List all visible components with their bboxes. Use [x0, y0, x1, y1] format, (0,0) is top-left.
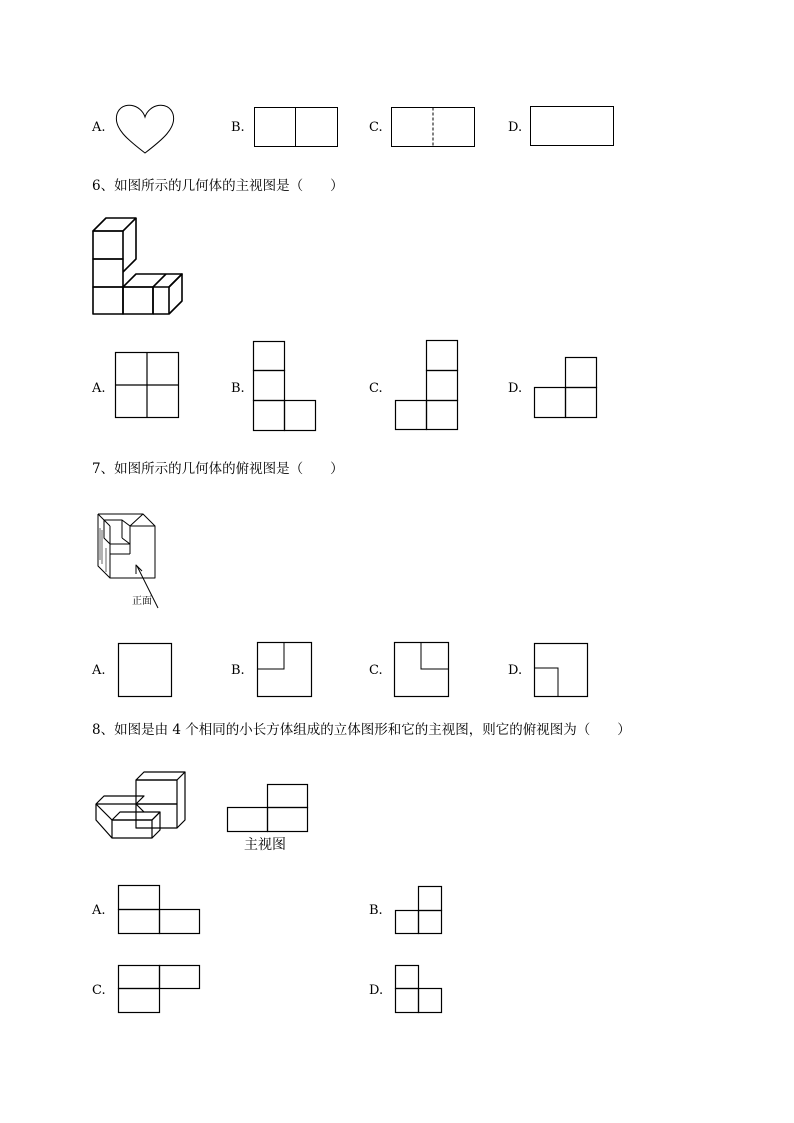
q6-solid-figure [90, 214, 186, 318]
q6-option-b-label: B. [231, 381, 245, 396]
q5-option-c-label: C. [369, 120, 383, 135]
q5-option-d-figure [530, 106, 616, 148]
q5-option-b-figure [254, 107, 340, 149]
q5-option-d-label: D. [508, 120, 523, 135]
q7-option-d-figure [534, 643, 591, 699]
q8-option-c-label: C. [92, 983, 106, 998]
q7-option-a-figure [118, 643, 174, 699]
q7-text: 7、如图所示的几何体的俯视图是（ ） [92, 461, 344, 477]
q5-option-a-label: A. [92, 120, 106, 135]
q7-option-c-figure [394, 642, 452, 699]
q6-option-a-label: A. [92, 381, 106, 396]
q5-option-a-heart [114, 100, 180, 156]
q6-option-a-figure [115, 352, 181, 420]
q8-front-view-label: 主视图 [244, 837, 286, 853]
q5-option-b-label: B. [231, 120, 245, 135]
q7-front-label: 正面 [132, 596, 152, 607]
q6-text: 6、如图所示的几何体的主视图是（ ） [92, 178, 344, 194]
q8-option-b-figure [395, 886, 445, 936]
q8-front-view-figure [227, 784, 311, 834]
q8-option-a-label: A. [92, 903, 106, 918]
q8-option-d-figure [395, 965, 445, 1015]
q6-option-d-label: D. [508, 381, 523, 396]
q6-option-c-figure [395, 340, 461, 433]
q8-option-d-label: D. [369, 983, 384, 998]
q7-option-d-label: D. [508, 663, 523, 678]
q7-solid-figure [92, 508, 168, 612]
q7-option-a-label: A. [92, 663, 106, 678]
q7-option-b-label: B. [231, 663, 245, 678]
q6-option-b-figure [253, 341, 319, 433]
q7-option-b-figure [257, 642, 315, 699]
q6-option-d-figure [534, 357, 600, 421]
q8-solid-figure [94, 770, 190, 844]
q8-option-b-label: B. [369, 903, 383, 918]
q8-option-a-figure [118, 885, 202, 936]
q8-text: 8、如图是由 4 个相同的小长方体组成的立体图形和它的主视图，则它的俯视图为（ ） [92, 722, 631, 738]
q6-option-c-label: C. [369, 381, 383, 396]
q8-option-c-figure [118, 965, 202, 1015]
q5-option-c-figure [391, 107, 477, 149]
q7-option-c-label: C. [369, 663, 383, 678]
